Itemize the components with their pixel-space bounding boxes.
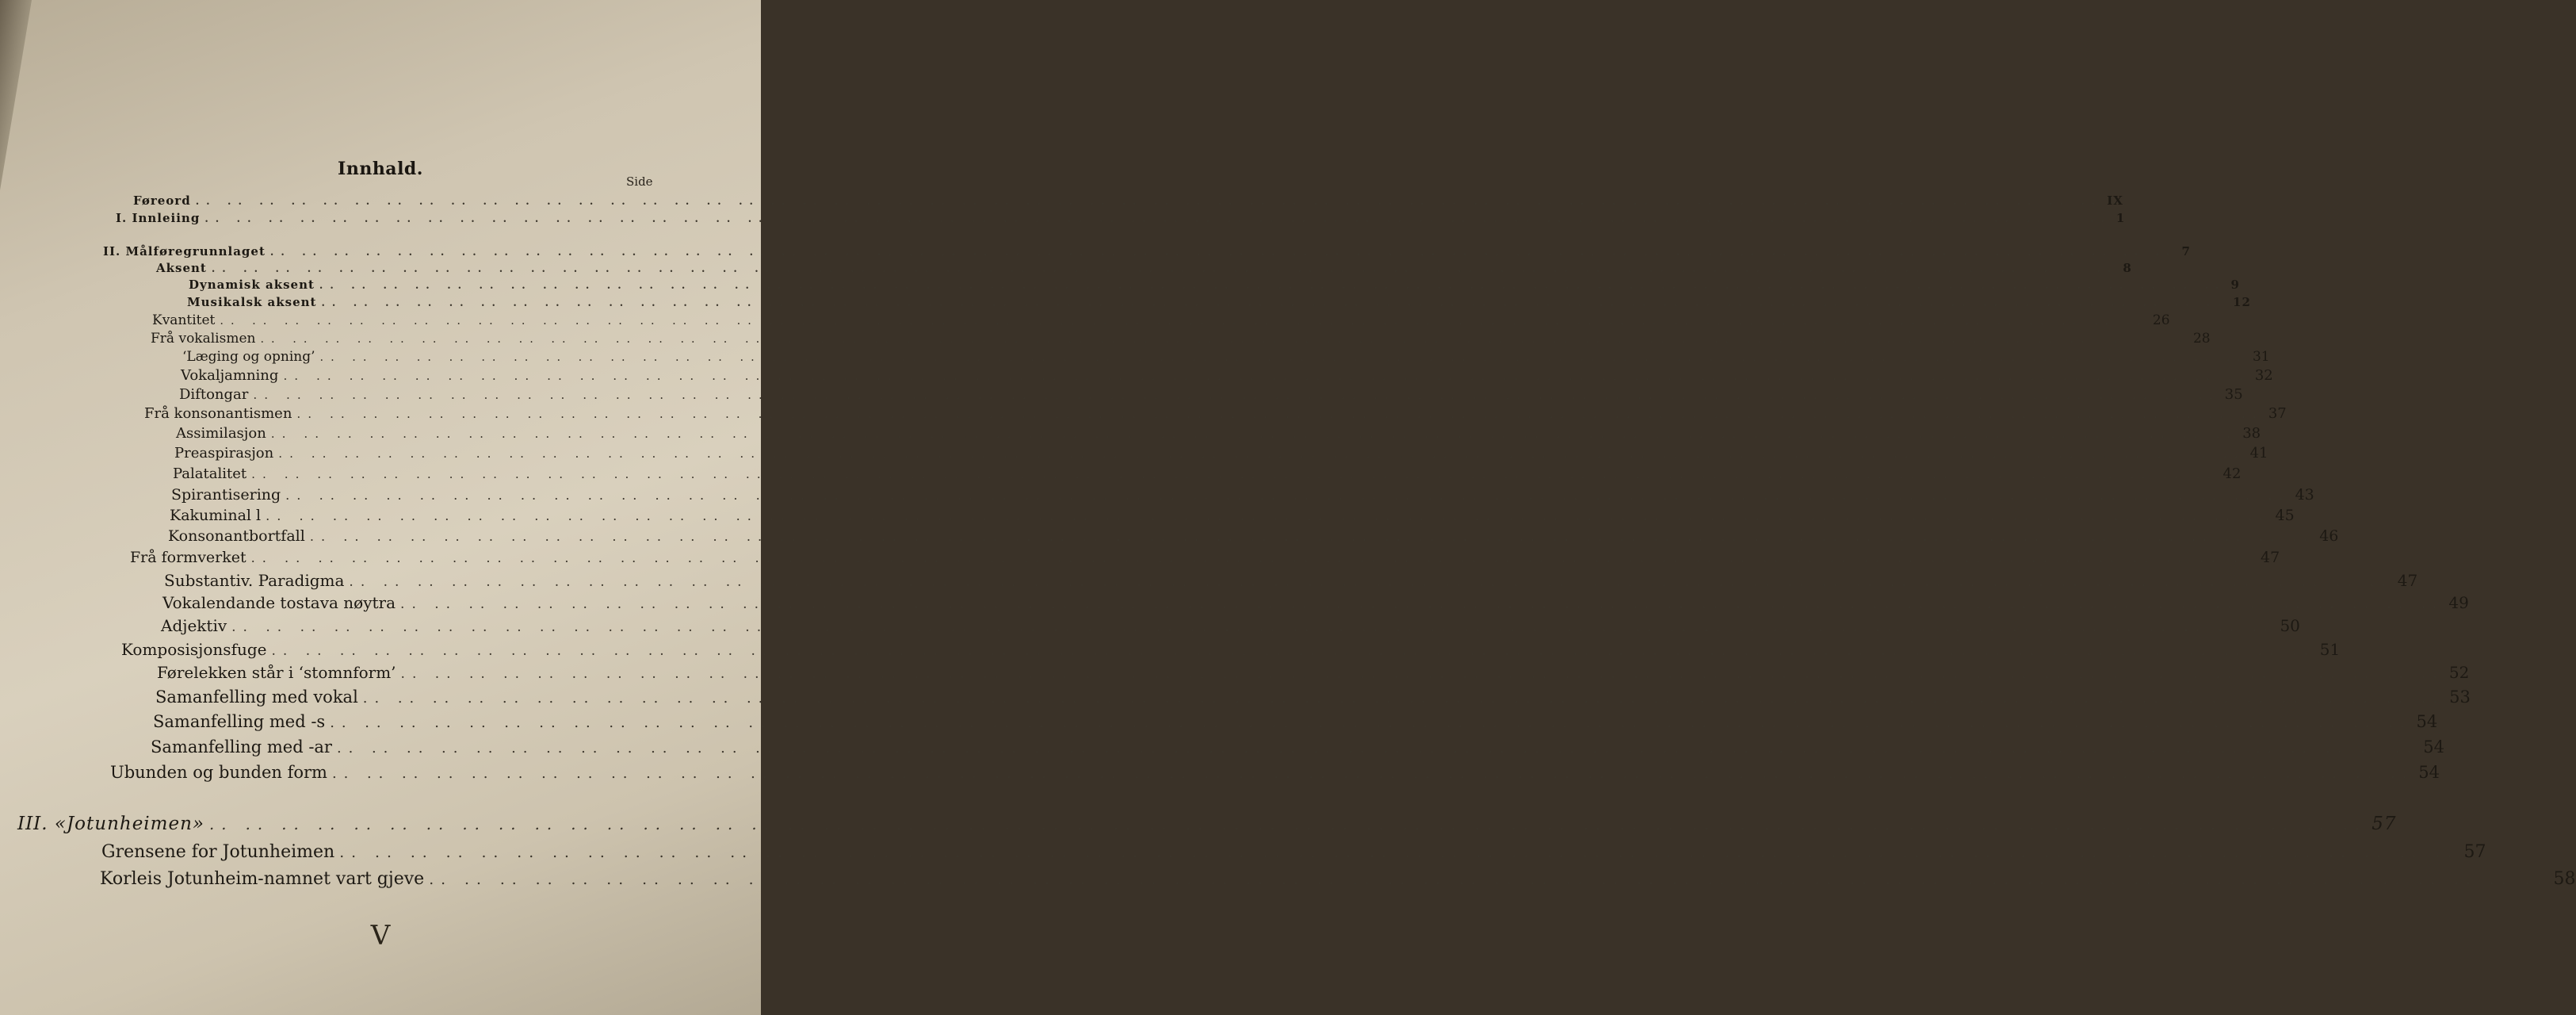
toc-entry: Preaspirasjon .. .. .. .. .. .. .. .. .. .. .. .. .. .. .. .. .. .. .. .. .. .. .. .. .. .. .. .. .. .. .. .. .. .. .. .. .. .. .. .. .. .. .. .. .. .. .. .. .. .. .. .. .. .. .. .. .. .. .. .. 41 xyxy=(174,445,2268,462)
toc-entry: I. Innleiing .. .. .. .. .. .. .. .. .. .. .. .. .. .. .. .. .. .. .. .. .. .. .. .. .. .. .. .. .. .. .. .. .. .. .. .. .. .. .. .. .. .. .. .. .. .. .. .. .. .. .. .. .. .. .. .. .. .. .. .. 1 xyxy=(116,211,2126,225)
page-folio: V xyxy=(370,920,391,952)
toc-entry: Kvantitet .. .. .. .. .. .. .. .. .. .. .. .. .. .. .. .. .. .. .. .. .. .. .. .. .. .. .. .. .. .. .. .. .. .. .. .. .. .. .. .. .. .. .. .. .. .. .. .. .. .. .. .. .. .. .. .. .. .. .. .. 26 xyxy=(152,312,2170,328)
toc-entry: Førelekken står i ‘stomnform’ .. .. .. .. .. .. .. .. .. .. .. .. .. .. .. .. .. .. .. .. .. .. .. .. .. .. .. .. .. .. .. .. .. .. .. .. .. .. .. .. .. .. .. .. .. .. .. .. .. .. .. .. .. .. .. .. .. .. .. .. 52 xyxy=(157,663,2470,682)
toc-entry: Korleis Jotunheim-namnet vart gjeve .. .. .. .. .. .. .. .. .. .. .. .. .. .. .. .. .. .. .. .. .. .. .. .. .. .. .. .. .. .. .. .. .. .. .. .. .. .. .. .. .. .. .. .. .. .. .. .. .. .. .. .. .. .. .. .. .. .. .. .. 58 xyxy=(100,869,2576,889)
toc-entry: Spirantisering .. .. .. .. .. .. .. .. .. .. .. .. .. .. .. .. .. .. .. .. .. .. .. .. .. .. .. .. .. .. .. .. .. .. .. .. .. .. .. .. .. .. .. .. .. .. .. .. .. .. .. .. .. .. .. .. .. .. .. .. 43 xyxy=(171,486,2314,504)
toc-entry: Vokalendande tostava nøytra .. .. .. .. .. .. .. .. .. .. .. .. .. .. .. .. .. .. .. .. .. .. .. .. .. .. .. .. .. .. .. .. .. .. .. .. .. .. .. .. .. .. .. .. .. .. .. .. .. .. .. .. .. .. .. .. .. .. .. .. 49 xyxy=(162,593,2469,612)
toc-entry: Kakuminal l .. .. .. .. .. .. .. .. .. .. .. .. .. .. .. .. .. .. .. .. .. .. .. .. .. .. .. .. .. .. .. .. .. .. .. .. .. .. .. .. .. .. .. .. .. .. .. .. .. .. .. .. .. .. .. .. .. .. .. .. 45 xyxy=(170,507,2295,524)
toc-entry: Komposisjonsfuge .. .. .. .. .. .. .. .. .. .. .. .. .. .. .. .. .. .. .. .. .. .. .. .. .. .. .. .. .. .. .. .. .. .. .. .. .. .. .. .. .. .. .. .. .. .. .. .. .. .. .. .. .. .. .. .. .. .. .. .. 51 xyxy=(121,640,2341,659)
toc-entry: II. Målføregrunnlaget .. .. .. .. .. .. .. .. .. .. .. .. .. .. .. .. .. .. .. .. .. .. .. .. .. .. .. .. .. .. .. .. .. .. .. .. .. .. .. .. .. .. .. .. .. .. .. .. .. .. .. .. .. .. .. .. .. .. .. .. 7 xyxy=(103,244,2191,259)
toc-entry: Frå konsonantismen .. .. .. .. .. .. .. .. .. .. .. .. .. .. .. .. .. .. .. .. .. .. .. .. .. .. .. .. .. .. .. .. .. .. .. .. .. .. .. .. .. .. .. .. .. .. .. .. .. .. .. .. .. .. .. .. .. .. .. .. 37 xyxy=(144,405,2287,422)
toc-entry: Grensene for Jotunheimen .. .. .. .. .. .. .. .. .. .. .. .. .. .. .. .. .. .. .. .. .. .. .. .. .. .. .. .. .. .. .. .. .. .. .. .. .. .. .. .. .. .. .. .. .. .. .. .. .. .. .. .. .. .. .. .. .. .. .. .. 57 xyxy=(101,842,2486,862)
toc-entry: Konsonantbortfall .. .. .. .. .. .. .. .. .. .. .. .. .. .. .. .. .. .. .. .. .. .. .. .. .. .. .. .. .. .. .. .. .. .. .. .. .. .. .. .. .. .. .. .. .. .. .. .. .. .. .. .. .. .. .. .. .. .. .. .. 46 xyxy=(168,527,2339,545)
toc-entry: Palatalitet .. .. .. .. .. .. .. .. .. .. .. .. .. .. .. .. .. .. .. .. .. .. .. .. .. .. .. .. .. .. .. .. .. .. .. .. .. .. .. .. .. .. .. .. .. .. .. .. .. .. .. .. .. .. .. .. .. .. .. .. 42 xyxy=(173,465,2242,482)
toc-entry: Samanfelling med -ar .. .. .. .. .. .. .. .. .. .. .. .. .. .. .. .. .. .. .. .. .. .. .. .. .. .. .. .. .. .. .. .. .. .. .. .. .. .. .. .. .. .. .. .. .. .. .. .. .. .. .. .. .. .. .. .. .. .. .. .. 54 xyxy=(151,737,2445,756)
toc-entry: Musikalsk aksent .. .. .. .. .. .. .. .. .. .. .. .. .. .. .. .. .. .. .. .. .. .. .. .. .. .. .. .. .. .. .. .. .. .. .. .. .. .. .. .. .. .. .. .. .. .. .. .. .. .. .. .. .. .. .. .. .. .. .. .. 12 xyxy=(187,295,2251,309)
toc-entry: Adjektiv .. .. .. .. .. .. .. .. .. .. .. .. .. .. .. .. .. .. .. .. .. .. .. .. .. .. .. .. .. .. .. .. .. .. .. .. .. .. .. .. .. .. .. .. .. .. .. .. .. .. .. .. .. .. .. .. .. .. .. .. 50 xyxy=(161,616,2300,635)
toc-entry: Frå formverket .. .. .. .. .. .. .. .. .. .. .. .. .. .. .. .. .. .. .. .. .. .. .. .. .. .. .. .. .. .. .. .. .. .. .. .. .. .. .. .. .. .. .. .. .. .. .. .. .. .. .. .. .. .. .. .. .. .. .. .. 47 xyxy=(130,549,2280,566)
toc-entry: Vokaljamning .. .. .. .. .. .. .. .. .. .. .. .. .. .. .. .. .. .. .. .. .. .. .. .. .. .. .. .. .. .. .. .. .. .. .. .. .. .. .. .. .. .. .. .. .. .. .. .. .. .. .. .. .. .. .. .. .. .. .. .. 32 xyxy=(181,367,2273,384)
page-column-label: Side xyxy=(626,174,653,189)
toc-entry: ‘Læging og opning’ .. .. .. .. .. .. .. .. .. .. .. .. .. .. .. .. .. .. .. .. .. .. .. .. .. .. .. .. .. .. .. .. .. .. .. .. .. .. .. .. .. .. .. .. .. .. .. .. .. .. .. .. .. .. .. .. .. .. .. .. 31 xyxy=(182,349,2270,365)
toc-entry: Ubunden og bunden form .. .. .. .. .. .. .. .. .. .. .. .. .. .. .. .. .. .. .. .. .. .. .. .. .. .. .. .. .. .. .. .. .. .. .. .. .. .. .. .. .. .. .. .. .. .. .. .. .. .. .. .. .. .. .. .. .. .. .. .. 54 xyxy=(110,763,2440,782)
toc-entry: Samanfelling med -s .. .. .. .. .. .. .. .. .. .. .. .. .. .. .. .. .. .. .. .. .. .. .. .. .. .. .. .. .. .. .. .. .. .. .. .. .. .. .. .. .. .. .. .. .. .. .. .. .. .. .. .. .. .. .. .. .. .. .. .. 54 xyxy=(153,712,2438,731)
toc-entry: Assimilasjon .. .. .. .. .. .. .. .. .. .. .. .. .. .. .. .. .. .. .. .. .. .. .. .. .. .. .. .. .. .. .. .. .. .. .. .. .. .. .. .. .. .. .. .. .. .. .. .. .. .. .. .. .. .. .. .. .. .. .. .. 38 xyxy=(176,425,2261,442)
toc-entry: Frå vokalismen .. .. .. .. .. .. .. .. .. .. .. .. .. .. .. .. .. .. .. .. .. .. .. .. .. .. .. .. .. .. .. .. .. .. .. .. .. .. .. .. .. .. .. .. .. .. .. .. .. .. .. .. .. .. .. .. .. .. .. .. 28 xyxy=(151,331,2211,347)
toc-entry: Føreord .. .. .. .. .. .. .. .. .. .. .. .. .. .. .. .. .. .. .. .. .. .. .. .. .. .. .. .. .. .. .. .. .. .. .. .. .. .. .. .. .. .. .. .. .. .. .. .. .. .. .. .. .. .. .. .. .. .. .. .. IX xyxy=(133,193,2123,208)
toc-entry: Samanfelling med vokal .. .. .. .. .. .. .. .. .. .. .. .. .. .. .. .. .. .. .. .. .. .. .. .. .. .. .. .. .. .. .. .. .. .. .. .. .. .. .. .. .. .. .. .. .. .. .. .. .. .. .. .. .. .. .. .. .. .. .. .. 53 xyxy=(155,688,2471,707)
toc-entry: Diftongar .. .. .. .. .. .. .. .. .. .. .. .. .. .. .. .. .. .. .. .. .. .. .. .. .. .. .. .. .. .. .. .. .. .. .. .. .. .. .. .. .. .. .. .. .. .. .. .. .. .. .. .. .. .. .. .. .. .. .. .. 35 xyxy=(179,386,2243,403)
toc-title: Innhald. xyxy=(338,159,423,179)
toc-entry: Aksent .. .. .. .. .. .. .. .. .. .. .. .. .. .. .. .. .. .. .. .. .. .. .. .. .. .. .. .. .. .. .. .. .. .. .. .. .. .. .. .. .. .. .. .. .. .. .. .. .. .. .. .. .. .. .. .. .. .. .. .. 8 xyxy=(156,261,2132,275)
toc-entry: Dynamisk aksent .. .. .. .. .. .. .. .. .. .. .. .. .. .. .. .. .. .. .. .. .. .. .. .. .. .. .. .. .. .. .. .. .. .. .. .. .. .. .. .. .. .. .. .. .. .. .. .. .. .. .. .. .. .. .. .. .. .. .. .. 9 xyxy=(189,278,2240,292)
toc-entry: III. «Jotunheimen» .. .. .. .. .. .. .. .. .. .. .. .. .. .. .. .. .. .. .. .. .. .. .. .. .. .. .. .. .. .. .. .. .. .. .. .. .. .. .. .. .. .. .. .. .. .. .. .. .. .. .. .. .. .. .. .. .. .. .. .. 57 xyxy=(17,814,2397,834)
toc-entry: Substantiv. Paradigma .. .. .. .. .. .. .. .. .. .. .. .. .. .. .. .. .. .. .. .. .. .. .. .. .. .. .. .. .. .. .. .. .. .. .. .. .. .. .. .. .. .. .. .. .. .. .. .. .. .. .. .. .. .. .. .. .. .. .. .. 47 xyxy=(164,571,2418,590)
